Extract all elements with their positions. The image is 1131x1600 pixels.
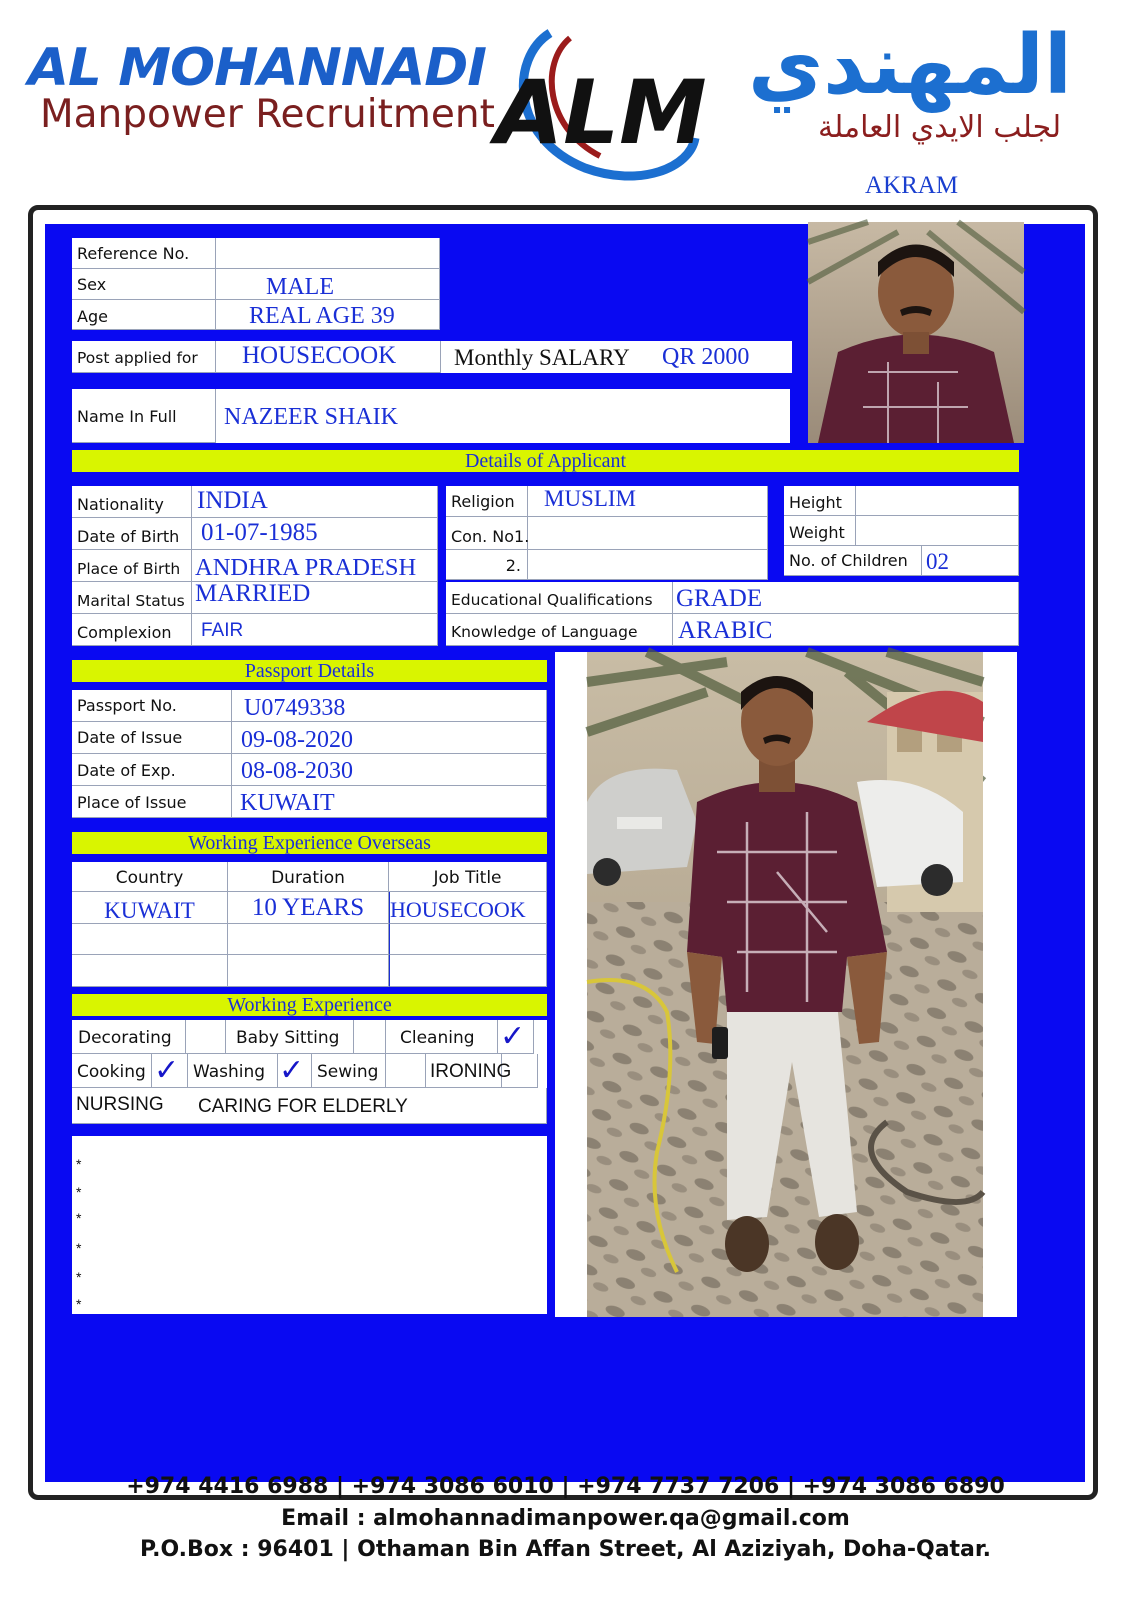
language-value: ARABIC xyxy=(673,614,1019,646)
dob-label: Date of Birth xyxy=(72,518,192,550)
skill-baby-sitting-check xyxy=(354,1020,386,1054)
con1-value xyxy=(528,517,768,550)
age-value: REAL AGE 39 xyxy=(216,300,440,330)
dob-value: 01-07-1985 xyxy=(192,518,438,550)
footer-email: Email : almohannadimanpower.qa@gmail.com xyxy=(281,1506,850,1531)
passport-exp-label: Date of Exp. xyxy=(72,754,232,786)
passport-no-value: U0749338 xyxy=(232,690,547,722)
passport-issue-value: 09-08-2020 xyxy=(232,722,547,754)
complexion-label: Complexion xyxy=(72,614,192,646)
skill-baby-sitting: Baby Sitting xyxy=(226,1020,354,1054)
overseas-col-country: Country xyxy=(72,862,228,892)
skill-washing: Washing xyxy=(188,1054,278,1088)
salary-value: QR 2000 xyxy=(662,344,750,370)
skill-caring xyxy=(192,1088,547,1124)
washing-check-icon: ✓ xyxy=(279,1053,305,1088)
skill-ironing-check xyxy=(502,1054,538,1088)
skill-nursing-text: NURSING xyxy=(76,1094,164,1115)
experience-title: Working Experience xyxy=(72,994,547,1016)
marital-label: Marital Status xyxy=(72,582,192,614)
height-value xyxy=(856,486,1019,516)
applicant-full-photo xyxy=(587,652,983,1317)
alm-logo xyxy=(490,18,735,178)
reference-label: Reference No. xyxy=(72,238,216,269)
skill-cooking-check xyxy=(152,1054,188,1088)
sex-value: MALE xyxy=(216,269,440,300)
note-bullet: * xyxy=(76,1210,82,1226)
alm-logo-text: ALM xyxy=(495,61,707,164)
sex-label: Sex xyxy=(72,269,216,300)
overseas-empty-cell xyxy=(228,924,389,955)
skill-cleaning-check xyxy=(498,1020,534,1054)
overseas-col-job: Job Title xyxy=(389,862,547,892)
overseas-col-duration: Duration xyxy=(228,862,389,892)
education-label: Educational Qualifications xyxy=(446,582,673,614)
skill-ironing xyxy=(426,1054,512,1088)
overseas-row-duration: 10 YEARS xyxy=(228,892,389,924)
overseas-empty-cell xyxy=(72,924,228,955)
applicant-left-box xyxy=(72,486,438,646)
education-box xyxy=(446,582,1019,646)
skill-cleaning: Cleaning xyxy=(386,1020,498,1054)
note-bullet: * xyxy=(76,1269,82,1285)
passport-place-label: Place of Issue xyxy=(72,786,232,818)
religion-value: MUSLIM xyxy=(528,486,768,517)
brand-name-arabic: المهندي xyxy=(748,18,1072,113)
agent-name: AKRAM xyxy=(865,172,959,199)
skill-sewing-check xyxy=(386,1054,426,1088)
skill-ironing-text: IRONING xyxy=(430,1061,512,1082)
age-label: Age xyxy=(72,300,216,330)
applicant-details-title: Details of Applicant xyxy=(72,450,1019,472)
skill-nursing xyxy=(72,1088,192,1124)
reference-value xyxy=(216,238,440,269)
nationality-label: Nationality xyxy=(72,486,192,518)
passport-title: Passport Details xyxy=(72,660,547,682)
education-value: GRADE xyxy=(673,582,1019,614)
note-bullet: * xyxy=(76,1296,82,1312)
overseas-table xyxy=(72,862,547,987)
name-value: NAZEER SHAIK xyxy=(224,404,398,430)
children-label: No. of Children xyxy=(784,546,922,576)
weight-label: Weight xyxy=(784,516,856,546)
pob-label: Place of Birth xyxy=(72,550,192,582)
con2-label: 2. xyxy=(446,550,528,580)
note-bullet: * xyxy=(76,1184,82,1200)
name-label: Name In Full xyxy=(72,389,216,443)
post-value: HOUSECOOK xyxy=(216,341,441,373)
skill-decorating-check xyxy=(186,1020,226,1054)
brand-subtitle-arabic: لجلب الايدي العاملة xyxy=(818,110,1062,145)
passport-box xyxy=(72,690,547,818)
post-row xyxy=(72,341,792,373)
skill-decorating: Decorating xyxy=(72,1020,186,1054)
cleaning-check-icon: ✓ xyxy=(500,1019,526,1054)
con2-value xyxy=(528,550,768,580)
footer-address: P.O.Box : 96401 | Othaman Bin Affan Street, Al Aziziyah, Doha-Qatar. xyxy=(140,1537,991,1562)
religion-label: Religion xyxy=(446,486,528,517)
skill-sewing: Sewing xyxy=(312,1054,386,1088)
skill-cooking: Cooking xyxy=(72,1054,152,1088)
cooking-check-icon: ✓ xyxy=(154,1053,180,1088)
top-info-box xyxy=(72,238,440,330)
children-value: 02 xyxy=(922,546,1019,576)
physical-box xyxy=(784,486,1019,576)
name-row xyxy=(72,389,790,443)
brand-name-english: AL MOHANNADI xyxy=(28,38,486,98)
language-label: Knowledge of Language xyxy=(446,614,673,646)
con1-label: Con. No1. xyxy=(446,517,528,550)
overseas-empty-cell xyxy=(72,955,228,987)
overseas-title: Working Experience Overseas xyxy=(72,832,547,854)
height-label: Height xyxy=(784,486,856,516)
note-bullet: * xyxy=(76,1240,82,1256)
religion-box xyxy=(446,486,768,580)
skill-washing-check xyxy=(278,1054,312,1088)
skill-caring-text: CARING FOR ELDERLY xyxy=(198,1096,408,1117)
footer-phones: +974 4416 6988 | +974 3086 6010 | +974 7737 7206 | +974 3086 6890 xyxy=(126,1474,1005,1499)
note-bullet: * xyxy=(76,1156,82,1172)
marital-value: MARRIED xyxy=(192,582,438,614)
pob-value: ANDHRA PRADESH xyxy=(192,550,438,582)
post-label: Post applied for xyxy=(72,341,216,373)
weight-value xyxy=(856,516,1019,546)
complexion-value: FAIR xyxy=(192,614,438,646)
passport-exp-value: 08-08-2030 xyxy=(232,754,547,786)
passport-no-label: Passport No. xyxy=(72,690,232,722)
passport-place-value: KUWAIT xyxy=(232,786,547,818)
notes-box xyxy=(72,1136,547,1314)
passport-issue-label: Date of Issue xyxy=(72,722,232,754)
brand-subtitle: Manpower Recruitment xyxy=(40,92,495,137)
overseas-empty-cell xyxy=(389,924,547,955)
nationality-value: INDIA xyxy=(192,486,438,518)
salary-label: Monthly SALARY xyxy=(454,345,630,370)
overseas-row-job: HOUSECOOK xyxy=(389,892,547,924)
applicant-headshot xyxy=(808,222,1024,443)
overseas-empty-cell xyxy=(389,955,547,987)
overseas-row-country: KUWAIT xyxy=(72,892,228,924)
overseas-empty-cell xyxy=(228,955,389,987)
experience-box xyxy=(72,1020,547,1124)
